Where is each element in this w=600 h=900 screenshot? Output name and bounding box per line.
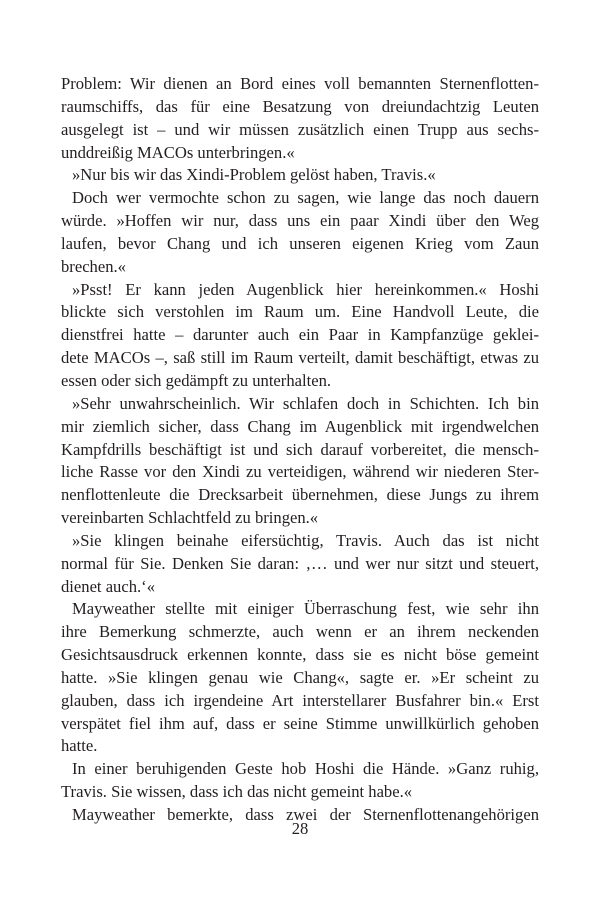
- text-line: ihre Bemerkung schmerzte, auch wenn er an ihrem neckenden: [61, 622, 539, 642]
- paragraph-first-line: »Sehr unwahrscheinlich. Wir schlafen doch in Schichten. Ich bin: [72, 393, 539, 413]
- paragraph-first-line: »Sie klingen beinahe eifersüchtig, Travis. Auch das ist nicht: [72, 530, 539, 550]
- text-line: mir ziemlich sicher, dass Chang im Augenblick mit irgendwelchen: [61, 416, 539, 436]
- text-line: hatte. »Sie klingen genau wie Chang«, sagte er. »Er scheint zu: [61, 667, 539, 687]
- text-line: unddreißig MACOs unterbringen.«: [61, 142, 295, 162]
- text-line: brechen.«: [61, 256, 126, 276]
- text-line: dienstfrei hatte – darunter auch ein Paar in Kampfanzüge geklei-: [61, 325, 539, 345]
- text-line: glauben, dass ich irgendeine Art interstellarer Busfahrer bin.« Erst: [61, 690, 539, 710]
- paragraph-first-line: »Nur bis wir das Xindi-Problem gelöst haben, Travis.«: [72, 165, 436, 185]
- text-line: würde. »Hoffen wir nur, dass uns ein paar Xindi über den Weg: [61, 211, 539, 231]
- text-line: liche Rasse vor den Xindi zu verteidigen, während wir niederen Ster-: [61, 462, 539, 482]
- text-line: raumschiffs, das für eine Besatzung von dreiundachtzig Leuten: [61, 96, 539, 116]
- text-line: dienet auch.‘«: [61, 576, 155, 596]
- paragraph-first-line: Mayweather bemerkte, dass zwei der Sternenflottenangehörigen: [72, 805, 539, 824]
- text-line: hatte.: [61, 736, 98, 756]
- body-text: [61, 73, 539, 827]
- text-line: dete MACOs –, saß still im Raum verteilt, damit beschäftigt, etwas zu: [61, 348, 539, 368]
- text-line: vereinbarten Schlachtfeld zu bringen.«: [61, 508, 319, 528]
- page-number: 28: [291, 819, 309, 838]
- text-line: blickte sich verstohlen im Raum um. Eine Handvoll Leute, die: [61, 302, 539, 322]
- text-line: Kampfdrills beschäftigt ist und sich darauf vorbereitet, die mensch-: [61, 439, 539, 459]
- text-line: essen oder sich gedämpft zu unterhalten.: [61, 370, 332, 390]
- text-line: Problem: Wir dienen an Bord eines voll bemannten Sternenflotten-: [61, 74, 539, 93]
- text-line: nenflottenleute die Drecksarbeit übernehmen, diese Jungs zu ihrem: [61, 485, 539, 505]
- text-line: Travis. Sie wissen, dass ich das nicht gemeint habe.«: [61, 782, 413, 802]
- paragraph-first-line: »Psst! Er kann jeden Augenblick hier hereinkommen.« Hoshi: [72, 279, 539, 299]
- text-line: verspätet fiel ihm auf, dass er seine Stimme unwillkürlich gehoben: [61, 713, 539, 733]
- paragraph-first-line: Doch wer vermochte schon zu sagen, wie lange das noch dauern: [72, 188, 539, 208]
- text-line: normal für Sie. Denken Sie daran: ‚… und wer nur sitzt und steuert,: [61, 553, 539, 573]
- text-line: laufen, bevor Chang und ich unseren eigenen Krieg vom Zaun: [61, 233, 539, 253]
- text-line: Gesichtsausdruck erkennen konnte, dass sie es nicht böse gemeint: [61, 645, 539, 665]
- paragraph-first-line: In einer beruhigenden Geste hob Hoshi die Hände. »Ganz ruhig,: [72, 759, 539, 779]
- text-line: ausgelegt ist – und wir müssen zusätzlich einen Trupp aus sechs-: [61, 119, 539, 139]
- paragraph-first-line: Mayweather stellte mit einiger Überraschung fest, wie sehr ihn: [72, 599, 539, 619]
